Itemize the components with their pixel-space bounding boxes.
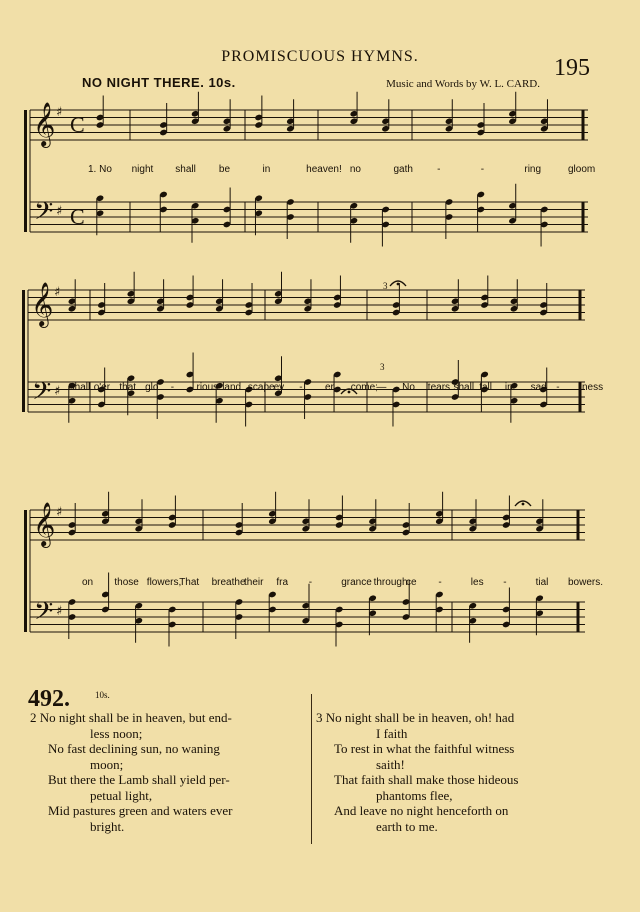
stanza-text: To rest in what the faithful witness — [334, 741, 515, 756]
lyric-syllable: sad — [530, 382, 547, 393]
stanza-line — [316, 819, 616, 835]
stanza-number: 2 — [30, 710, 40, 725]
lyric-syllable: - — [438, 577, 442, 588]
lyric-syllable: their — [244, 577, 264, 588]
lyric-syllable: flowers, — [146, 577, 182, 588]
lyric-syllable: 1. No — [88, 164, 112, 175]
triplet-mark: 3 — [383, 281, 388, 291]
treble-clef-icon: 𝄞 — [31, 282, 54, 326]
stanza-line — [316, 726, 616, 742]
fermata-dot — [397, 283, 400, 286]
lyric-syllable: tial — [535, 577, 549, 588]
lyric-syllable: those — [114, 577, 139, 588]
time-signature: C — [70, 204, 85, 229]
lyric-syllable: ring — [524, 164, 542, 175]
lyric-syllable: heaven! — [306, 164, 342, 175]
lyric-syllable: shall — [453, 382, 475, 393]
stanza-text: I faith — [376, 725, 408, 741]
lyric-syllable: scape — [247, 382, 275, 393]
lyric-syllable: - — [556, 382, 560, 393]
lyric-syllable: ce — [406, 577, 417, 588]
stanza-line — [316, 757, 616, 773]
stanza-line — [30, 726, 305, 742]
lyric-syllable: - — [170, 382, 175, 393]
stanza-line — [30, 710, 305, 726]
stanza-number: 3 — [316, 710, 326, 725]
lyric-syllable: in — [262, 164, 271, 175]
stanza-text: moon; — [90, 756, 124, 772]
stanza-line — [316, 741, 616, 757]
stanza-line — [30, 803, 305, 819]
lyric-syllable: les — [470, 577, 484, 588]
bass-clef-icon: 𝄢 — [32, 377, 52, 412]
stanza-line — [30, 788, 305, 804]
stanza-text: That faith shall make those hideous — [334, 772, 519, 787]
stanza-text: bright. — [90, 818, 125, 834]
stanza-text: No night shall be in heaven, oh! had — [325, 710, 515, 725]
stanza-text: No night shall be in heaven, but end- — [39, 710, 232, 725]
sharp-icon: ♯ — [56, 204, 63, 219]
lyric-syllable: night — [131, 164, 154, 175]
lyric-syllable: - — [480, 164, 485, 175]
lyric-syllable: - — [308, 577, 313, 588]
lyric-syllable: grance — [341, 577, 372, 588]
stanza-line — [30, 741, 305, 757]
sharp-icon: ♯ — [56, 505, 63, 520]
lyric-syllable: fra — [276, 577, 289, 588]
lyric-syllable: That — [179, 577, 200, 588]
lyric-syllable: bowers. — [568, 577, 604, 588]
lyric-syllable: No — [402, 382, 415, 393]
stanza-2 — [30, 710, 305, 834]
lyric-syllable: through — [373, 577, 408, 588]
lyric-syllable: shall — [175, 164, 196, 175]
lyric-syllable: er — [325, 382, 334, 393]
stanza-line — [30, 772, 305, 788]
lyric-syllable: breathe — [211, 577, 246, 588]
stanza-text: phantoms flee, — [376, 787, 453, 803]
lyric-syllable: tears — [427, 382, 451, 393]
hymn-meter: 10s. — [95, 690, 110, 700]
time-signature: C — [70, 112, 85, 137]
fermata-dot — [522, 503, 525, 506]
stanza-text: And leave no night henceforth on — [334, 803, 509, 818]
hymn-title: NO NIGHT THERE. 10s. — [82, 75, 236, 90]
lyric-syllable: land — [222, 382, 242, 393]
lyric-syllable: on — [82, 577, 94, 588]
triplet-mark: 3 — [380, 362, 385, 372]
lyric-syllable: fall — [479, 382, 492, 393]
running-head: PROMISCUOUS HYMNS. — [221, 48, 419, 65]
lyric-syllable: - — [437, 164, 441, 175]
sharp-icon: ♯ — [56, 604, 63, 619]
lyric-syllable: o'er — [93, 382, 111, 393]
stanza-text: But there the Lamb shall yield per- — [48, 772, 230, 787]
lyric-syllable: - — [503, 577, 507, 588]
lyric-syllable: gath — [393, 164, 413, 175]
stanza-line — [316, 803, 616, 819]
stanza-text: petual light, — [90, 787, 153, 803]
lyric-syllable: — — [376, 382, 387, 393]
hymn-number: 492. — [28, 686, 70, 712]
lyric-syllable: in — [504, 382, 513, 393]
sharp-icon: ♯ — [54, 285, 61, 300]
stanza-text: No fast declining sun, no waning — [48, 741, 220, 756]
lyric-syllable: be — [218, 164, 231, 175]
system-bracket — [22, 290, 25, 412]
stanza-text: saith! — [376, 756, 405, 772]
stanza-line — [316, 788, 616, 804]
system-bracket — [24, 510, 27, 632]
treble-clef-icon: 𝄞 — [33, 102, 56, 146]
bass-clef-icon: 𝄢 — [34, 197, 54, 232]
stanza-divider — [311, 694, 312, 844]
lyric-syllable: that — [119, 382, 137, 393]
stanza-line — [30, 757, 305, 773]
stanza-3 — [316, 710, 616, 834]
stanza-line — [316, 710, 616, 726]
system-bracket — [24, 110, 27, 232]
treble-clef-icon: 𝄞 — [33, 502, 56, 546]
page-number: 195 — [554, 55, 590, 81]
lyric-syllable: glo — [145, 382, 159, 393]
lyric-syllable: rious — [196, 382, 219, 393]
lyric-syllable: ness — [582, 382, 604, 393]
lyric-syllable: no — [349, 164, 361, 175]
sharp-icon: ♯ — [56, 105, 63, 120]
lyric-syllable: Shall — [68, 382, 91, 393]
lyric-syllable: ev — [273, 382, 285, 393]
lyric-syllable: come; — [350, 382, 378, 393]
composer-credit: Music and Words by W. L. CARD. — [386, 78, 540, 90]
sharp-icon: ♯ — [54, 384, 61, 399]
stanza-line — [316, 772, 616, 788]
stanza-text: less noon; — [90, 725, 143, 741]
lyric-syllable: gloom — [568, 164, 596, 175]
lyric-syllable: - — [299, 382, 303, 393]
stanza-line — [30, 819, 305, 835]
bass-clef-icon: 𝄢 — [34, 597, 54, 632]
stanza-text: earth to me. — [376, 818, 438, 834]
stanza-text: Mid pastures green and waters ever — [48, 803, 233, 818]
